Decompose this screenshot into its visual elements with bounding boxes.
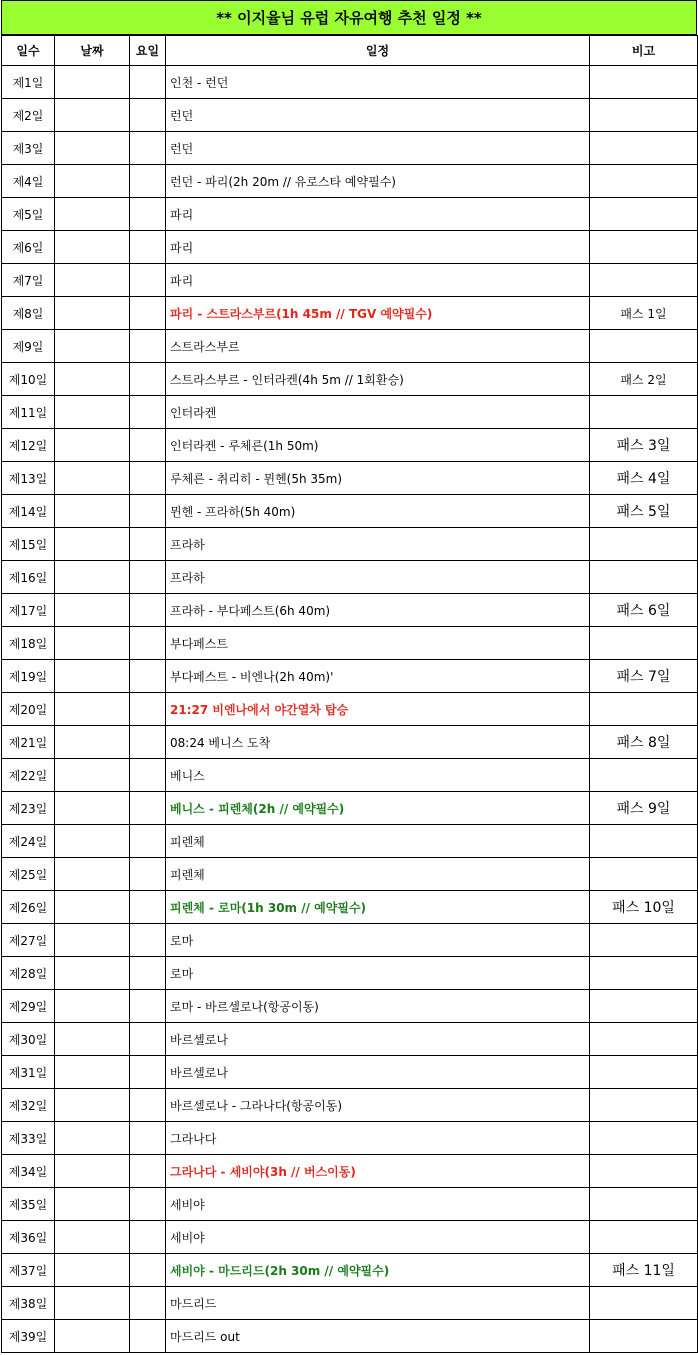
date-cell[interactable] bbox=[55, 1221, 130, 1254]
day-cell[interactable]: 제27일 bbox=[2, 924, 55, 957]
table-row bbox=[2, 1287, 698, 1320]
weekday-cell[interactable] bbox=[130, 726, 166, 759]
schedule-cell[interactable]: 그라나다 bbox=[166, 1122, 590, 1155]
note-cell[interactable] bbox=[590, 990, 698, 1023]
weekday-cell[interactable] bbox=[130, 693, 166, 726]
note-cell[interactable]: 패스 3일 bbox=[590, 429, 698, 462]
weekday-cell[interactable] bbox=[130, 1056, 166, 1089]
table-row bbox=[2, 561, 698, 594]
note-cell[interactable]: 패스 4일 bbox=[590, 462, 698, 495]
date-cell[interactable] bbox=[55, 1188, 130, 1221]
table-row bbox=[2, 957, 698, 990]
day-cell[interactable]: 제30일 bbox=[2, 1023, 55, 1056]
schedule-cell[interactable]: 파리 bbox=[166, 264, 590, 297]
table-row bbox=[2, 891, 698, 924]
table-header-row bbox=[2, 36, 698, 66]
date-cell[interactable] bbox=[55, 825, 130, 858]
weekday-cell[interactable] bbox=[130, 924, 166, 957]
day-cell[interactable]: 제6일 bbox=[2, 231, 55, 264]
weekday-cell[interactable] bbox=[130, 825, 166, 858]
table-row bbox=[2, 594, 698, 627]
schedule-cell[interactable]: 세비야 bbox=[166, 1188, 590, 1221]
note-cell[interactable] bbox=[590, 132, 698, 165]
date-cell[interactable] bbox=[55, 924, 130, 957]
header-note: 비고 bbox=[590, 36, 698, 66]
schedule-cell[interactable]: 뮌헨 - 프라하(5h 40m) bbox=[166, 495, 590, 528]
day-cell[interactable]: 제31일 bbox=[2, 1056, 55, 1089]
schedule-cell[interactable]: 로마 - 바르셀로나(항공이동) bbox=[166, 990, 590, 1023]
schedule-cell[interactable]: 런던 bbox=[166, 99, 590, 132]
day-cell[interactable]: 제17일 bbox=[2, 594, 55, 627]
header-weekday: 요일 bbox=[130, 36, 166, 66]
table-row bbox=[2, 1221, 698, 1254]
schedule-cell[interactable]: 세비야 - 마드리드(2h 30m // 예약필수) bbox=[166, 1254, 590, 1287]
weekday-cell[interactable] bbox=[130, 1287, 166, 1320]
note-cell[interactable] bbox=[590, 99, 698, 132]
date-cell[interactable] bbox=[55, 627, 130, 660]
table-row bbox=[2, 627, 698, 660]
table-row bbox=[2, 1056, 698, 1089]
table-row bbox=[2, 165, 698, 198]
note-cell[interactable] bbox=[590, 1023, 698, 1056]
day-cell[interactable]: 제24일 bbox=[2, 825, 55, 858]
day-cell[interactable]: 제1일 bbox=[2, 66, 55, 99]
weekday-cell[interactable] bbox=[130, 264, 166, 297]
weekday-cell[interactable] bbox=[130, 1188, 166, 1221]
schedule-cell[interactable]: 프라하 bbox=[166, 528, 590, 561]
date-cell[interactable] bbox=[55, 990, 130, 1023]
day-cell[interactable]: 제23일 bbox=[2, 792, 55, 825]
day-cell[interactable]: 제33일 bbox=[2, 1122, 55, 1155]
day-cell[interactable]: 제10일 bbox=[2, 363, 55, 396]
note-cell[interactable] bbox=[590, 1320, 698, 1353]
schedule-cell[interactable]: 로마 bbox=[166, 957, 590, 990]
note-cell[interactable] bbox=[590, 1155, 698, 1188]
schedule-cell[interactable]: 파리 bbox=[166, 198, 590, 231]
day-cell[interactable]: 제9일 bbox=[2, 330, 55, 363]
table-row bbox=[2, 792, 698, 825]
weekday-cell[interactable] bbox=[130, 495, 166, 528]
table-row bbox=[2, 660, 698, 693]
date-cell[interactable] bbox=[55, 561, 130, 594]
note-cell[interactable] bbox=[590, 1122, 698, 1155]
weekday-cell[interactable] bbox=[130, 891, 166, 924]
weekday-cell[interactable] bbox=[130, 792, 166, 825]
table-row bbox=[2, 429, 698, 462]
note-cell[interactable]: 패스 7일 bbox=[590, 660, 698, 693]
table-row bbox=[2, 1320, 698, 1353]
weekday-cell[interactable] bbox=[130, 627, 166, 660]
weekday-cell[interactable] bbox=[130, 1122, 166, 1155]
note-cell[interactable]: 패스 10일 bbox=[590, 891, 698, 924]
schedule-cell[interactable]: 파리 bbox=[166, 231, 590, 264]
table-row bbox=[2, 1188, 698, 1221]
note-cell[interactable] bbox=[590, 330, 698, 363]
day-cell[interactable]: 제11일 bbox=[2, 396, 55, 429]
note-cell[interactable] bbox=[590, 66, 698, 99]
weekday-cell[interactable] bbox=[130, 528, 166, 561]
date-cell[interactable] bbox=[55, 99, 130, 132]
note-cell[interactable] bbox=[590, 1287, 698, 1320]
day-cell[interactable]: 제34일 bbox=[2, 1155, 55, 1188]
schedule-cell[interactable]: 런던 - 파리(2h 20m // 유로스타 예약필수) bbox=[166, 165, 590, 198]
note-cell[interactable] bbox=[590, 396, 698, 429]
weekday-cell[interactable] bbox=[130, 990, 166, 1023]
note-cell[interactable] bbox=[590, 1056, 698, 1089]
schedule-cell[interactable]: 인터라켄 bbox=[166, 396, 590, 429]
itinerary-sheet bbox=[1, 0, 697, 1353]
schedule-cell[interactable]: 세비야 bbox=[166, 1221, 590, 1254]
date-cell[interactable] bbox=[55, 858, 130, 891]
day-cell[interactable]: 제5일 bbox=[2, 198, 55, 231]
schedule-cell[interactable]: 인터라켄 - 루체른(1h 50m) bbox=[166, 429, 590, 462]
day-cell[interactable]: 제4일 bbox=[2, 165, 55, 198]
note-cell[interactable]: 패스 8일 bbox=[590, 726, 698, 759]
page-title: ** 이지율님 유럽 자유여행 추천 일정 ** bbox=[1, 0, 697, 35]
date-cell[interactable] bbox=[55, 1056, 130, 1089]
day-cell[interactable]: 제20일 bbox=[2, 693, 55, 726]
header-schedule: 일정 bbox=[166, 36, 590, 66]
note-cell[interactable]: 패스 2일 bbox=[590, 363, 698, 396]
day-cell[interactable]: 제26일 bbox=[2, 891, 55, 924]
weekday-cell[interactable] bbox=[130, 462, 166, 495]
note-cell[interactable] bbox=[590, 198, 698, 231]
weekday-cell[interactable] bbox=[130, 858, 166, 891]
day-cell[interactable]: 제15일 bbox=[2, 528, 55, 561]
weekday-cell[interactable] bbox=[130, 1023, 166, 1056]
schedule-cell[interactable]: 바르셀로나 bbox=[166, 1056, 590, 1089]
table-row bbox=[2, 396, 698, 429]
day-cell[interactable]: 제37일 bbox=[2, 1254, 55, 1287]
weekday-cell[interactable] bbox=[130, 66, 166, 99]
schedule-cell[interactable]: 루체른 - 취리히 - 뮌헨(5h 35m) bbox=[166, 462, 590, 495]
note-cell[interactable] bbox=[590, 528, 698, 561]
date-cell[interactable] bbox=[55, 1122, 130, 1155]
schedule-cell[interactable]: 마드리드 out bbox=[166, 1320, 590, 1353]
table-row bbox=[2, 231, 698, 264]
day-cell[interactable]: 제39일 bbox=[2, 1320, 55, 1353]
day-cell[interactable]: 제21일 bbox=[2, 726, 55, 759]
date-cell[interactable] bbox=[55, 1254, 130, 1287]
weekday-cell[interactable] bbox=[130, 1221, 166, 1254]
note-cell[interactable] bbox=[590, 165, 698, 198]
schedule-cell[interactable]: 08:24 베니스 도착 bbox=[166, 726, 590, 759]
table-row bbox=[2, 1023, 698, 1056]
weekday-cell[interactable] bbox=[130, 198, 166, 231]
weekday-cell[interactable] bbox=[130, 429, 166, 462]
note-cell[interactable]: 패스 9일 bbox=[590, 792, 698, 825]
schedule-cell[interactable]: 바르셀로나 - 그라나다(항공이동) bbox=[166, 1089, 590, 1122]
date-cell[interactable] bbox=[55, 1155, 130, 1188]
schedule-cell[interactable]: 부다페스트 - 비엔나(2h 40m)' bbox=[166, 660, 590, 693]
note-cell[interactable] bbox=[590, 1221, 698, 1254]
note-cell[interactable] bbox=[590, 1089, 698, 1122]
date-cell[interactable] bbox=[55, 594, 130, 627]
schedule-cell[interactable]: 파리 - 스트라스부르(1h 45m // TGV 예약필수) bbox=[166, 297, 590, 330]
date-cell[interactable] bbox=[55, 792, 130, 825]
table-row bbox=[2, 726, 698, 759]
date-cell[interactable] bbox=[55, 528, 130, 561]
note-cell[interactable]: 패스 11일 bbox=[590, 1254, 698, 1287]
header-day: 일수 bbox=[2, 36, 55, 66]
day-cell[interactable]: 제14일 bbox=[2, 495, 55, 528]
date-cell[interactable] bbox=[55, 759, 130, 792]
note-cell[interactable] bbox=[590, 825, 698, 858]
date-cell[interactable] bbox=[55, 693, 130, 726]
weekday-cell[interactable] bbox=[130, 396, 166, 429]
day-cell[interactable]: 제12일 bbox=[2, 429, 55, 462]
day-cell[interactable]: 제18일 bbox=[2, 627, 55, 660]
schedule-cell[interactable]: 그라나다 - 세비야(3h // 버스이동) bbox=[166, 1155, 590, 1188]
schedule-cell[interactable]: 스트라스부르 bbox=[166, 330, 590, 363]
schedule-cell[interactable]: 런던 bbox=[166, 132, 590, 165]
note-cell[interactable] bbox=[590, 561, 698, 594]
date-cell[interactable] bbox=[55, 264, 130, 297]
table-row bbox=[2, 693, 698, 726]
day-cell[interactable]: 제8일 bbox=[2, 297, 55, 330]
table-row bbox=[2, 495, 698, 528]
schedule-cell[interactable]: 로마 bbox=[166, 924, 590, 957]
note-cell[interactable]: 패스 5일 bbox=[590, 495, 698, 528]
schedule-cell[interactable]: 피렌체 bbox=[166, 825, 590, 858]
date-cell[interactable] bbox=[55, 1287, 130, 1320]
weekday-cell[interactable] bbox=[130, 1155, 166, 1188]
date-cell[interactable] bbox=[55, 1089, 130, 1122]
day-cell[interactable]: 제7일 bbox=[2, 264, 55, 297]
day-cell[interactable]: 제25일 bbox=[2, 858, 55, 891]
table-row bbox=[2, 363, 698, 396]
table-row bbox=[2, 1254, 698, 1287]
note-cell[interactable] bbox=[590, 924, 698, 957]
day-cell[interactable]: 제13일 bbox=[2, 462, 55, 495]
day-cell[interactable]: 제36일 bbox=[2, 1221, 55, 1254]
date-cell[interactable] bbox=[55, 957, 130, 990]
date-cell[interactable] bbox=[55, 429, 130, 462]
note-cell[interactable] bbox=[590, 957, 698, 990]
date-cell[interactable] bbox=[55, 462, 130, 495]
weekday-cell[interactable] bbox=[130, 330, 166, 363]
weekday-cell[interactable] bbox=[130, 1089, 166, 1122]
schedule-cell[interactable]: 프라하 bbox=[166, 561, 590, 594]
note-cell[interactable] bbox=[590, 693, 698, 726]
date-cell[interactable] bbox=[55, 891, 130, 924]
table-row bbox=[2, 1122, 698, 1155]
schedule-cell[interactable]: 마드리드 bbox=[166, 1287, 590, 1320]
date-cell[interactable] bbox=[55, 363, 130, 396]
schedule-cell[interactable]: 피렌체 bbox=[166, 858, 590, 891]
day-cell[interactable]: 제19일 bbox=[2, 660, 55, 693]
date-cell[interactable] bbox=[55, 132, 130, 165]
note-cell[interactable] bbox=[590, 264, 698, 297]
schedule-cell[interactable]: 베니스 - 피렌체(2h // 예약필수) bbox=[166, 792, 590, 825]
day-cell[interactable]: 제3일 bbox=[2, 132, 55, 165]
weekday-cell[interactable] bbox=[130, 297, 166, 330]
schedule-cell[interactable]: 인천 - 런던 bbox=[166, 66, 590, 99]
weekday-cell[interactable] bbox=[130, 132, 166, 165]
note-cell[interactable] bbox=[590, 1188, 698, 1221]
day-cell[interactable]: 제29일 bbox=[2, 990, 55, 1023]
table-row bbox=[2, 825, 698, 858]
schedule-cell[interactable]: 피렌체 - 로마(1h 30m // 예약필수) bbox=[166, 891, 590, 924]
date-cell[interactable] bbox=[55, 66, 130, 99]
schedule-cell[interactable]: 바르셀로나 bbox=[166, 1023, 590, 1056]
schedule-cell[interactable]: 부다페스트 bbox=[166, 627, 590, 660]
date-cell[interactable] bbox=[55, 1023, 130, 1056]
day-cell[interactable]: 제28일 bbox=[2, 957, 55, 990]
weekday-cell[interactable] bbox=[130, 594, 166, 627]
table-row bbox=[2, 528, 698, 561]
day-cell[interactable]: 제16일 bbox=[2, 561, 55, 594]
note-cell[interactable] bbox=[590, 231, 698, 264]
weekday-cell[interactable] bbox=[130, 660, 166, 693]
schedule-cell[interactable]: 21:27 비엔나에서 야간열차 탑승 bbox=[166, 693, 590, 726]
day-cell[interactable]: 제2일 bbox=[2, 99, 55, 132]
date-cell[interactable] bbox=[55, 660, 130, 693]
table-row bbox=[2, 99, 698, 132]
weekday-cell[interactable] bbox=[130, 363, 166, 396]
date-cell[interactable] bbox=[55, 198, 130, 231]
note-cell[interactable]: 패스 6일 bbox=[590, 594, 698, 627]
table-row bbox=[2, 264, 698, 297]
table-row bbox=[2, 924, 698, 957]
date-cell[interactable] bbox=[55, 726, 130, 759]
table-row bbox=[2, 462, 698, 495]
date-cell[interactable] bbox=[55, 495, 130, 528]
date-cell[interactable] bbox=[55, 297, 130, 330]
date-cell[interactable] bbox=[55, 396, 130, 429]
table-row bbox=[2, 1155, 698, 1188]
day-cell[interactable]: 제32일 bbox=[2, 1089, 55, 1122]
note-cell[interactable] bbox=[590, 627, 698, 660]
table-row bbox=[2, 759, 698, 792]
day-cell[interactable]: 제22일 bbox=[2, 759, 55, 792]
day-cell[interactable]: 제38일 bbox=[2, 1287, 55, 1320]
date-cell[interactable] bbox=[55, 330, 130, 363]
date-cell[interactable] bbox=[55, 165, 130, 198]
weekday-cell[interactable] bbox=[130, 561, 166, 594]
day-cell[interactable]: 제35일 bbox=[2, 1188, 55, 1221]
table-row bbox=[2, 132, 698, 165]
note-cell[interactable] bbox=[590, 858, 698, 891]
weekday-cell[interactable] bbox=[130, 99, 166, 132]
table-row bbox=[2, 1089, 698, 1122]
weekday-cell[interactable] bbox=[130, 759, 166, 792]
itinerary-table bbox=[1, 35, 698, 1353]
date-cell[interactable] bbox=[55, 1320, 130, 1353]
weekday-cell[interactable] bbox=[130, 1320, 166, 1353]
weekday-cell[interactable] bbox=[130, 957, 166, 990]
weekday-cell[interactable] bbox=[130, 165, 166, 198]
table-row bbox=[2, 330, 698, 363]
note-cell[interactable]: 패스 1일 bbox=[590, 297, 698, 330]
schedule-cell[interactable]: 프라하 - 부다페스트(6h 40m) bbox=[166, 594, 590, 627]
schedule-cell[interactable]: 스트라스부르 - 인터라켄(4h 5m // 1회환승) bbox=[166, 363, 590, 396]
table-row bbox=[2, 990, 698, 1023]
weekday-cell[interactable] bbox=[130, 1254, 166, 1287]
table-row bbox=[2, 66, 698, 99]
table-row bbox=[2, 858, 698, 891]
note-cell[interactable] bbox=[590, 759, 698, 792]
weekday-cell[interactable] bbox=[130, 231, 166, 264]
schedule-cell[interactable]: 베니스 bbox=[166, 759, 590, 792]
date-cell[interactable] bbox=[55, 231, 130, 264]
header-date: 날짜 bbox=[55, 36, 130, 66]
table-row bbox=[2, 297, 698, 330]
table-row bbox=[2, 198, 698, 231]
